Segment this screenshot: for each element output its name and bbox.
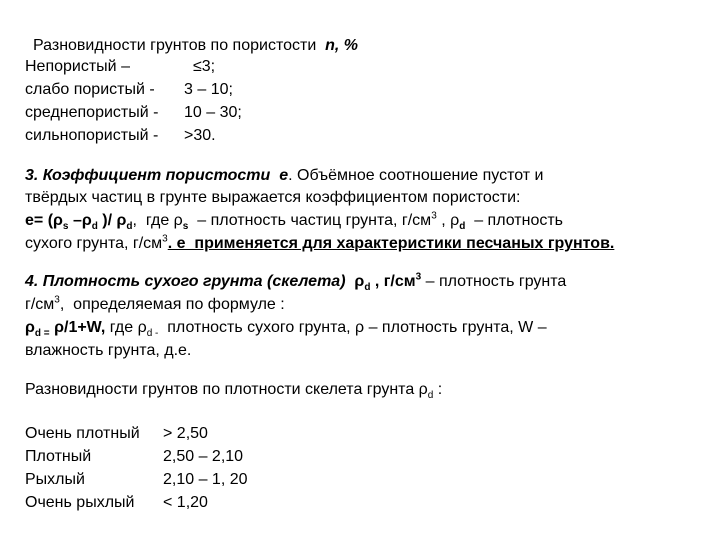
formula-sub-d: d xyxy=(91,221,98,233)
density-row-value: > 2,50 xyxy=(163,425,208,442)
formula-mid: –ρ xyxy=(72,212,92,229)
section4-where-sub: d - xyxy=(146,328,159,340)
section3-heading: 3. Коэффициент пористости xyxy=(25,167,271,184)
density-row-name: Очень плотный xyxy=(25,425,140,442)
formula-lhs: е= (ρ xyxy=(25,212,63,229)
porosity-row-name: среднепористый - xyxy=(25,104,159,121)
where2-text: – плотность xyxy=(474,212,563,229)
density-row-value: 2,50 – 2,10 xyxy=(163,448,244,465)
density-title-end: : xyxy=(437,381,443,398)
section3-line4 xyxy=(25,234,614,254)
density-row-name: Рыхлый xyxy=(25,471,85,488)
porosity-row-value: 10 – 30; xyxy=(184,104,242,121)
porosity-row-value: 3 – 10; xyxy=(184,81,233,98)
section4-text-a: – плотность грунта xyxy=(425,273,567,290)
density-row-name: Плотный xyxy=(25,448,92,465)
where2-sub: d xyxy=(459,221,466,233)
section4-where: где ρ xyxy=(109,319,147,336)
formula-sub-s: s xyxy=(62,221,69,233)
section3-formula xyxy=(25,212,133,233)
density-title-text: Разновидности грунтов по плотности скелета грунта ρ xyxy=(25,381,428,398)
section4-line1 xyxy=(25,272,566,292)
where2: , ρ xyxy=(441,212,460,229)
density-title-sub: d xyxy=(427,390,434,402)
density-title xyxy=(25,380,442,400)
section4-sub-d: d xyxy=(364,282,371,294)
section4-formula: ρ xyxy=(25,319,35,336)
formula-rhs: )/ ρ xyxy=(102,212,127,229)
where1-sup: 3 xyxy=(431,210,437,222)
porosity-row-name: сильнопористый - xyxy=(25,127,159,144)
density-row-name: Очень рыхлый xyxy=(25,494,135,511)
density-row-value: < 1,20 xyxy=(163,494,208,511)
porosity-title-symbol: n, % xyxy=(325,37,359,54)
section4-sup: 3 xyxy=(415,271,422,283)
where1-sub: s xyxy=(182,221,189,233)
section3-line2: твёрдых частиц в грунте выражается коэффициентом пористости: xyxy=(25,189,521,206)
section4-line2-sup: 3 xyxy=(54,294,60,306)
porosity-title xyxy=(33,36,358,56)
section4-unit: , г/см xyxy=(374,273,416,290)
density-row-value: 2,10 – 1, 20 xyxy=(163,471,248,488)
line4-sup: 3 xyxy=(162,233,168,245)
porosity-row-name: Непористый – xyxy=(25,58,130,75)
section4-line2 xyxy=(25,295,285,315)
section4-line2-a: г/см xyxy=(25,296,55,313)
where1: , где ρ xyxy=(132,212,183,229)
section4-where-text: плотность сухого грунта, ρ – плотность грунта, W – xyxy=(167,319,547,336)
section3-text-a: . Объёмное соотношение пустот и xyxy=(288,167,544,184)
porosity-row-name: слабо пористый - xyxy=(25,81,155,98)
section4-formula-sub: d = xyxy=(34,328,50,340)
section3-line3 xyxy=(25,211,563,231)
section4-formula-rest: ρ/1+W, xyxy=(54,319,106,336)
formula-sub-d2: d xyxy=(126,221,133,233)
line4b: . е применяется для характеристики песчаных грунтов. xyxy=(167,235,615,252)
section4-line3 xyxy=(25,318,547,338)
porosity-title-text: Разновидности грунтов по пористости xyxy=(33,37,317,54)
line4a: сухого грунта, г/см xyxy=(25,235,163,252)
porosity-row-value: ≤3; xyxy=(193,58,216,75)
section4-heading: 4. Плотность сухого грунта (скелета) xyxy=(25,273,346,290)
section4-rho: ρ xyxy=(354,273,365,290)
where1-text: – плотность частиц грунта, г/см xyxy=(197,212,432,229)
porosity-row-value: >30. xyxy=(184,127,216,144)
section3-heading-symbol: е xyxy=(279,167,289,184)
section4-line2-b: , определяемая по формуле : xyxy=(59,296,285,313)
section3-line1 xyxy=(25,166,543,186)
section4-line4: влажность грунта, д.е. xyxy=(25,342,192,359)
